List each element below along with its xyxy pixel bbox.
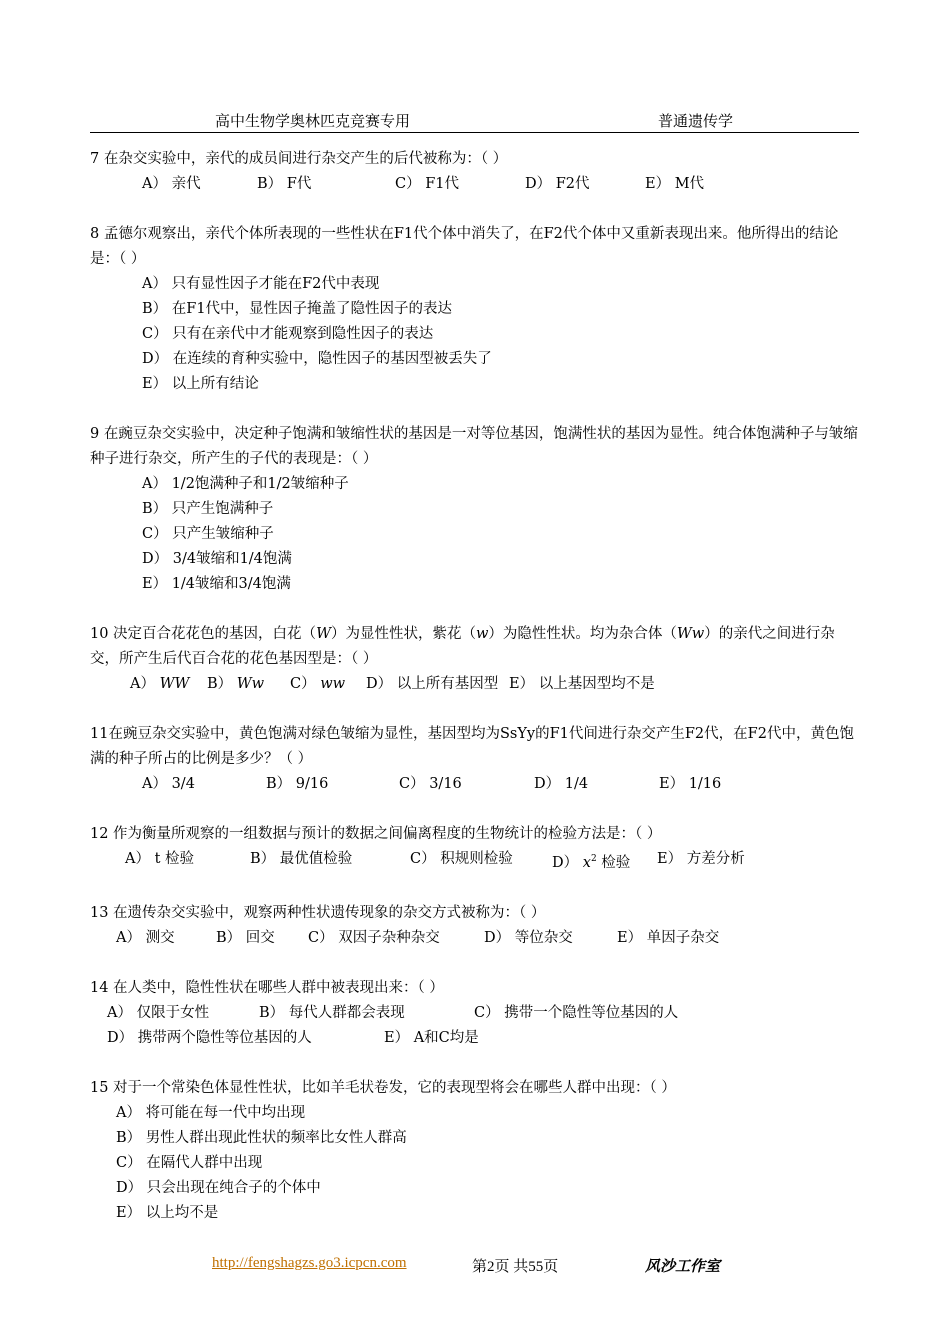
option-c: C） F1代	[395, 176, 459, 192]
question-stem: 10 决定百合花花色的基因，白花（W）为显性性状，紫花（w）为隐性性状。均为杂合体（Ww）的亲代之间进行杂交，所产生后代百合花的花色基因型是：（ ）	[90, 626, 835, 667]
option-e: E） A和C均是	[384, 1029, 479, 1046]
option-d: D） 等位杂交	[484, 929, 573, 946]
option-b: B） 9/16	[266, 776, 329, 792]
page-footer	[0, 1255, 950, 1279]
option-a: A） 将可能在每一代中均出现	[116, 1104, 306, 1121]
option-b: B） 只产生饱满种子	[142, 501, 274, 517]
option-d: D） 3/4皱缩和1/4饱满	[142, 551, 292, 567]
question-11	[90, 722, 862, 797]
question-stem: 14 在人类中，隐性性状在哪些人群中被表现出来：（ ）	[90, 979, 444, 996]
option-c: C） 只有在亲代中才能观察到隐性因子的表达	[142, 326, 434, 342]
question-12	[90, 822, 862, 876]
page-number: 第2页 共55页	[472, 1259, 559, 1275]
question-stem: 7 在杂交实验中，亲代的成员间进行杂交产生的后代被称为：（ ）	[90, 151, 508, 167]
question-9	[90, 422, 862, 597]
option-a: A） 测交	[116, 929, 175, 946]
option-row	[90, 1001, 862, 1026]
option-b: B） 每代人群都会表现	[259, 1004, 405, 1021]
question-stem: 8 孟德尔观察出，亲代个体所表现的一些性状在F1代个体中消失了，在F2代个体中又重新表现出来。他所得出的结论是：（ ）	[90, 226, 839, 267]
option-a: A） 只有显性因子才能在F2代中表现	[142, 276, 380, 292]
question-15	[90, 1076, 862, 1226]
page-header	[90, 108, 859, 133]
question-list	[90, 147, 862, 1251]
option-row	[90, 772, 862, 797]
option-a: A） WW	[130, 676, 190, 692]
option-row	[90, 672, 862, 697]
option-e: E） 以上均不是	[116, 1204, 219, 1221]
option-d: D） $x^2$ 检验	[552, 854, 631, 871]
option-e: E） 以上所有结论	[142, 376, 259, 392]
header-subject: 普通遗传学	[658, 112, 734, 130]
option-c: C） 双因子杂种杂交	[308, 929, 440, 946]
question-7	[90, 147, 862, 197]
allele-symbol: W	[316, 626, 331, 642]
question-stem: 13 在遗传杂交实验中，观察两种性状遗传现象的杂交方式被称为：（ ）	[90, 904, 546, 921]
option-d: D） 在连续的育种实验中，隐性因子的基因型被丢失了	[142, 351, 492, 367]
question-10	[90, 622, 862, 697]
option-d: D） 携带两个隐性等位基因的人	[107, 1029, 312, 1046]
genotype-symbol: Ww	[676, 626, 705, 642]
question-stem: 15 对于一个常染色体显性性状，比如羊毛状卷发，它的表现型将会在哪些人群中出现：（ ）	[90, 1079, 676, 1096]
question-8	[90, 222, 862, 397]
question-14	[90, 976, 862, 1051]
option-a: A） 1/2饱满种子和1/2皱缩种子	[142, 476, 349, 492]
option-e: E） 方差分析	[657, 851, 745, 867]
option-row	[90, 926, 862, 951]
option-e: E） M代	[645, 176, 705, 192]
option-c: C） 积规则检验	[410, 851, 513, 867]
option-b: B） 在F1代中，显性因子掩盖了隐性因子的表达	[142, 301, 453, 317]
option-a: A） 仅限于女性	[107, 1004, 210, 1021]
allele-symbol: w	[475, 626, 489, 642]
option-c: C） 3/16	[399, 776, 462, 792]
option-c: C） 只产生皱缩种子	[142, 526, 274, 542]
option-d: D） F2代	[525, 176, 590, 192]
option-d: D） 1/4	[534, 776, 589, 792]
option-row	[90, 847, 862, 876]
question-stem: 9 在豌豆杂交实验中，决定种子饱满和皱缩性状的基因是一对等位基因，饱满性状的基因为显性。纯合体饱满种子与皱缩种子进行杂交，所产生的子代的表现是：（ ）	[90, 426, 858, 467]
option-row	[90, 172, 862, 197]
question-13	[90, 901, 862, 951]
option-c: C） 携带一个隐性等位基因的人	[474, 1004, 679, 1021]
option-e: E） 1/4皱缩和3/4饱满	[142, 576, 291, 592]
option-c: C） 在隔代人群中出现	[116, 1154, 263, 1171]
option-b: B） 回交	[216, 929, 275, 946]
header-title: 高中生物学奥林匹克竞赛专用	[215, 112, 411, 130]
option-b: B） Ww	[207, 676, 265, 692]
website-link[interactable]: http://fengshagzs.go3.icpcn.com	[212, 1255, 407, 1271]
question-stem: 11在豌豆杂交实验中，黄色饱满对绿色皱缩为显性，基因型均为SsYy的F1代间进行杂交产生F2代，在F2代中，黄色饱满的种子所占的比例是多少？（ ）	[90, 726, 854, 767]
option-d: D） 以上所有基因型	[366, 676, 499, 692]
option-a: A） 3/4	[142, 776, 195, 792]
option-b: B） F代	[257, 176, 312, 192]
option-b: B） 男性人群出现此性状的频率比女性人群高	[116, 1129, 407, 1146]
question-stem: 12 作为衡量所观察的一组数据与预计的数据之间偏离程度的生物统计的检验方法是：（ ）	[90, 826, 662, 842]
option-e: E） 1/16	[659, 776, 722, 792]
option-e: E） 单因子杂交	[617, 929, 720, 946]
studio-name: 风沙工作室	[645, 1257, 721, 1275]
option-a: A） t 检验	[125, 851, 195, 867]
option-e: E） 以上基因型均不是	[509, 676, 655, 692]
option-row	[90, 1026, 862, 1051]
option-c: C） ww	[290, 676, 346, 692]
chi-symbol: x	[582, 854, 591, 871]
option-d: D） 只会出现在纯合子的个体中	[116, 1179, 321, 1196]
option-b: B） 最优值检验	[250, 851, 353, 867]
option-a: A） 亲代	[142, 176, 201, 192]
